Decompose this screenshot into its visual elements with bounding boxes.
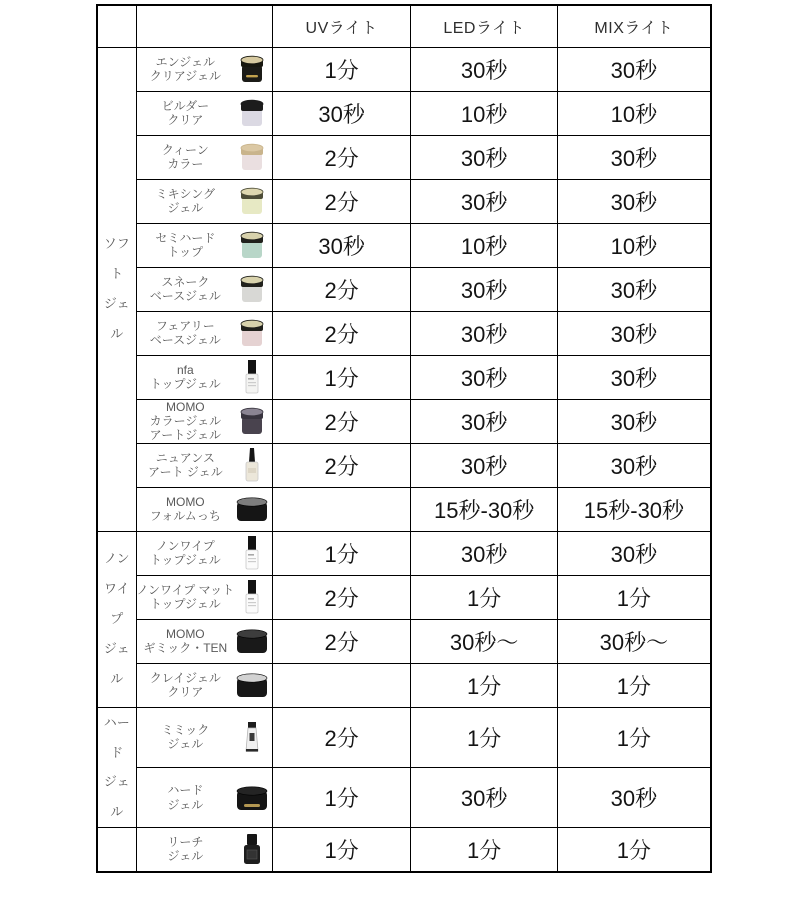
- jar-icon: [234, 140, 270, 174]
- table-row: [97, 47, 711, 91]
- product-name-line: フォルムっち: [149, 509, 221, 524]
- product-cell: [136, 399, 273, 443]
- product-name: [137, 723, 235, 752]
- product-name-line: ジェル: [167, 797, 204, 812]
- group-label-line: ノン: [104, 551, 130, 567]
- mix-time-cell: 10秒: [558, 91, 711, 135]
- led-time-cell: 1分: [411, 575, 558, 619]
- table-row: [97, 267, 711, 311]
- uv-time-cell: 2分: [273, 443, 411, 487]
- product-wrap: [137, 669, 273, 701]
- product-name: [137, 835, 235, 864]
- bottle-icon: [234, 579, 270, 615]
- led-time-cell: 30秒: [411, 267, 558, 311]
- product-name-line: ミキシング: [155, 186, 215, 201]
- product-name: [137, 231, 235, 260]
- mix-time-cell: 30秒: [558, 179, 711, 223]
- jar-icon: [234, 316, 270, 350]
- product-name: [137, 187, 235, 216]
- pot-icon: [234, 669, 270, 701]
- product-name: [137, 400, 235, 443]
- product-wrap: [137, 832, 273, 866]
- product-name: [137, 627, 235, 656]
- product-name-line: MOMO: [165, 494, 205, 509]
- jar-icon: [234, 272, 270, 306]
- uv-time-cell: 1分: [273, 355, 411, 399]
- table-row: [97, 619, 711, 663]
- table-header: [97, 5, 711, 47]
- product-wrap: [137, 96, 273, 130]
- product-wrap: [137, 782, 273, 814]
- led-time-cell: 10秒: [411, 223, 558, 267]
- mix-time-cell: 30秒: [558, 47, 711, 91]
- product-name-line: nfa: [176, 362, 194, 377]
- header-cell-group: [97, 5, 136, 47]
- product-cell: [136, 828, 273, 872]
- product-name: [137, 783, 235, 812]
- product-name-line: ノンワイプ マット: [136, 582, 235, 597]
- uv-time-cell: 30秒: [273, 223, 411, 267]
- product-name-line: アートジェル: [149, 428, 222, 443]
- led-time-cell: 1分: [411, 828, 558, 872]
- product-name-line: エンジェル: [155, 54, 216, 69]
- uv-time-cell: 30秒: [273, 91, 411, 135]
- product-name-line: ベースジェル: [149, 289, 221, 303]
- uv-time-cell: 2分: [273, 619, 411, 663]
- table-row: [97, 223, 711, 267]
- bottle-icon: [234, 535, 270, 571]
- product-name-line: クリア: [167, 113, 204, 127]
- table-row: [97, 355, 711, 399]
- product-name-line: クレイジェル: [149, 670, 221, 685]
- product-cell: [136, 619, 273, 663]
- uv-time-cell: 1分: [273, 767, 411, 827]
- product-wrap: [137, 579, 273, 615]
- product-wrap: [137, 272, 273, 306]
- uv-time-cell: 2分: [273, 399, 411, 443]
- product-cell: [136, 575, 273, 619]
- table-body: [97, 47, 711, 872]
- product-name-line: ジェル: [167, 849, 204, 864]
- jar-icon: [234, 184, 270, 218]
- uv-time-cell: 1分: [273, 47, 411, 91]
- table-row: [97, 663, 711, 707]
- product-name: [137, 671, 235, 700]
- product-name: [137, 451, 235, 480]
- mix-time-cell: 30秒～: [558, 619, 711, 663]
- header-row: [97, 5, 711, 47]
- uv-time-cell: 2分: [273, 135, 411, 179]
- curing-time-table: [96, 4, 712, 873]
- table-row: [97, 707, 711, 767]
- product-cell: [136, 355, 273, 399]
- header-cell-mix-light: MIXライト: [558, 5, 711, 47]
- mix-time-cell: 1分: [558, 663, 711, 707]
- pot-icon: [234, 782, 270, 814]
- led-time-cell: 1分: [411, 707, 558, 767]
- product-name-line: MOMO: [165, 626, 205, 641]
- product-name: [137, 363, 235, 392]
- product-cell: [136, 223, 273, 267]
- table-row: [97, 575, 711, 619]
- product-name-line: クリア: [167, 685, 204, 700]
- jar-icon: [234, 52, 270, 86]
- table-row: [97, 767, 711, 827]
- product-cell: [136, 267, 273, 311]
- product-name-line: トップ: [167, 245, 204, 259]
- group-label-line: ジェル: [103, 774, 130, 820]
- header-cell-product: [136, 5, 273, 47]
- jar-icon: [234, 404, 270, 438]
- led-time-cell: 30秒: [411, 135, 558, 179]
- row-group-label: [97, 47, 136, 531]
- header-cell-led-light: LEDライト: [411, 5, 558, 47]
- mix-time-cell: 30秒: [558, 399, 711, 443]
- uv-time-cell: 2分: [273, 575, 411, 619]
- led-time-cell: 30秒: [411, 311, 558, 355]
- led-time-cell: 30秒: [411, 179, 558, 223]
- uv-time-cell: 2分: [273, 179, 411, 223]
- led-time-cell: 30秒: [411, 355, 558, 399]
- product-name-line: MOMO: [165, 399, 205, 414]
- row-group-label: [97, 531, 136, 707]
- row-group-label: [97, 828, 136, 872]
- led-time-cell: 30秒: [411, 767, 558, 827]
- product-name-line: ミミック: [161, 722, 210, 737]
- product-wrap: [137, 535, 273, 571]
- product-name: [137, 143, 235, 172]
- led-time-cell: 30秒: [411, 47, 558, 91]
- table-row: [97, 828, 711, 872]
- product-cell: [136, 47, 273, 91]
- product-wrap: [137, 447, 273, 483]
- uv-time-cell: [273, 487, 411, 531]
- uv-time-cell: [273, 663, 411, 707]
- led-time-cell: 30秒: [411, 443, 558, 487]
- uv-time-cell: 2分: [273, 267, 411, 311]
- product-cell: [136, 707, 273, 767]
- product-wrap: [137, 52, 273, 86]
- product-name-line: カラージェル: [149, 413, 222, 428]
- product-name-line: ニュアンス: [155, 450, 215, 465]
- uv-time-cell: 1分: [273, 531, 411, 575]
- table-row: [97, 487, 711, 531]
- product-cell: [136, 663, 273, 707]
- product-name: [137, 55, 235, 84]
- mix-time-cell: 15秒-30秒: [558, 487, 711, 531]
- product-wrap: [137, 720, 273, 754]
- product-wrap: [137, 316, 273, 350]
- product-wrap: [137, 493, 273, 525]
- group-label-line: ハード: [103, 714, 130, 760]
- product-name-line: カラー: [167, 157, 204, 171]
- uv-time-cell: 2分: [273, 707, 411, 767]
- mix-time-cell: 30秒: [558, 767, 711, 827]
- product-cell: [136, 767, 273, 827]
- mix-time-cell: 30秒: [558, 311, 711, 355]
- group-label-line: ワイプ: [103, 581, 130, 627]
- product-name-line: トップジェル: [149, 377, 221, 391]
- table-row: [97, 311, 711, 355]
- product-wrap: [137, 359, 273, 395]
- product-name-line: クィーン: [161, 142, 209, 157]
- product-name-line: ハード: [167, 783, 204, 798]
- product-cell: [136, 311, 273, 355]
- product-name-line: クリアジェル: [149, 69, 221, 83]
- header-cell-uv-light: UVライト: [273, 5, 411, 47]
- mix-time-cell: 1分: [558, 575, 711, 619]
- group-label-line: ジェル: [103, 641, 130, 686]
- product-name: [137, 99, 235, 128]
- product-name-line: アート ジェル: [147, 465, 223, 480]
- product-wrap: [137, 184, 273, 218]
- table-row: [97, 135, 711, 179]
- product-cell: [136, 91, 273, 135]
- tube-icon: [234, 720, 270, 754]
- bottle-tapered-icon: [234, 447, 270, 483]
- table-row: [97, 91, 711, 135]
- product-name: [137, 319, 235, 348]
- product-name-line: トップジェル: [149, 597, 221, 612]
- product-name: [137, 583, 235, 612]
- product-cell: [136, 179, 273, 223]
- product-wrap: [137, 228, 273, 262]
- product-name-line: セミハード: [155, 230, 216, 245]
- product-name-line: フェアリー: [155, 318, 215, 333]
- led-time-cell: 10秒: [411, 91, 558, 135]
- table-row: [97, 399, 711, 443]
- product-wrap: [137, 140, 273, 174]
- product-name-line: ノンワイプ: [155, 538, 215, 553]
- product-wrap: [137, 400, 273, 443]
- led-time-cell: 30秒: [411, 399, 558, 443]
- product-name: [137, 539, 235, 568]
- uv-time-cell: 1分: [273, 828, 411, 872]
- product-name-line: ジェル: [167, 737, 204, 752]
- mix-time-cell: 10秒: [558, 223, 711, 267]
- jar-icon: [234, 228, 270, 262]
- jar-icon: [234, 96, 270, 130]
- product-cell: [136, 531, 273, 575]
- table-row: [97, 531, 711, 575]
- group-label-line: ソフト: [103, 236, 130, 282]
- pot-icon: [234, 493, 270, 525]
- uv-time-cell: 2分: [273, 311, 411, 355]
- mix-time-cell: 30秒: [558, 443, 711, 487]
- product-name: [137, 495, 235, 524]
- product-name-line: ビルダー: [161, 98, 210, 113]
- table-row: [97, 443, 711, 487]
- led-time-cell: 15秒-30秒: [411, 487, 558, 531]
- pot-icon: [234, 625, 270, 657]
- mix-time-cell: 30秒: [558, 355, 711, 399]
- mix-time-cell: 30秒: [558, 267, 711, 311]
- product-cell: [136, 487, 273, 531]
- bottle-squat-icon: [234, 832, 270, 866]
- led-time-cell: 1分: [411, 663, 558, 707]
- product-name-line: リーチ: [167, 835, 204, 850]
- led-time-cell: 30秒: [411, 531, 558, 575]
- bottle-icon: [234, 359, 270, 395]
- mix-time-cell: 30秒: [558, 531, 711, 575]
- product-name-line: ギミック・TEN: [143, 641, 228, 656]
- product-name-line: ベースジェル: [149, 333, 221, 347]
- led-time-cell: 30秒～: [411, 619, 558, 663]
- group-label-line: ジェル: [103, 296, 130, 341]
- table-row: [97, 179, 711, 223]
- mix-time-cell: 1分: [558, 828, 711, 872]
- mix-time-cell: 1分: [558, 707, 711, 767]
- curing-time-table-wrap: [96, 4, 712, 873]
- product-name: [137, 275, 235, 304]
- product-wrap: [137, 625, 273, 657]
- product-cell: [136, 443, 273, 487]
- row-group-label: [97, 707, 136, 828]
- product-name-line: トップジェル: [149, 553, 221, 568]
- product-cell: [136, 135, 273, 179]
- product-name-line: スネーク: [161, 274, 210, 289]
- product-name-line: ジェル: [167, 201, 204, 215]
- mix-time-cell: 30秒: [558, 135, 711, 179]
